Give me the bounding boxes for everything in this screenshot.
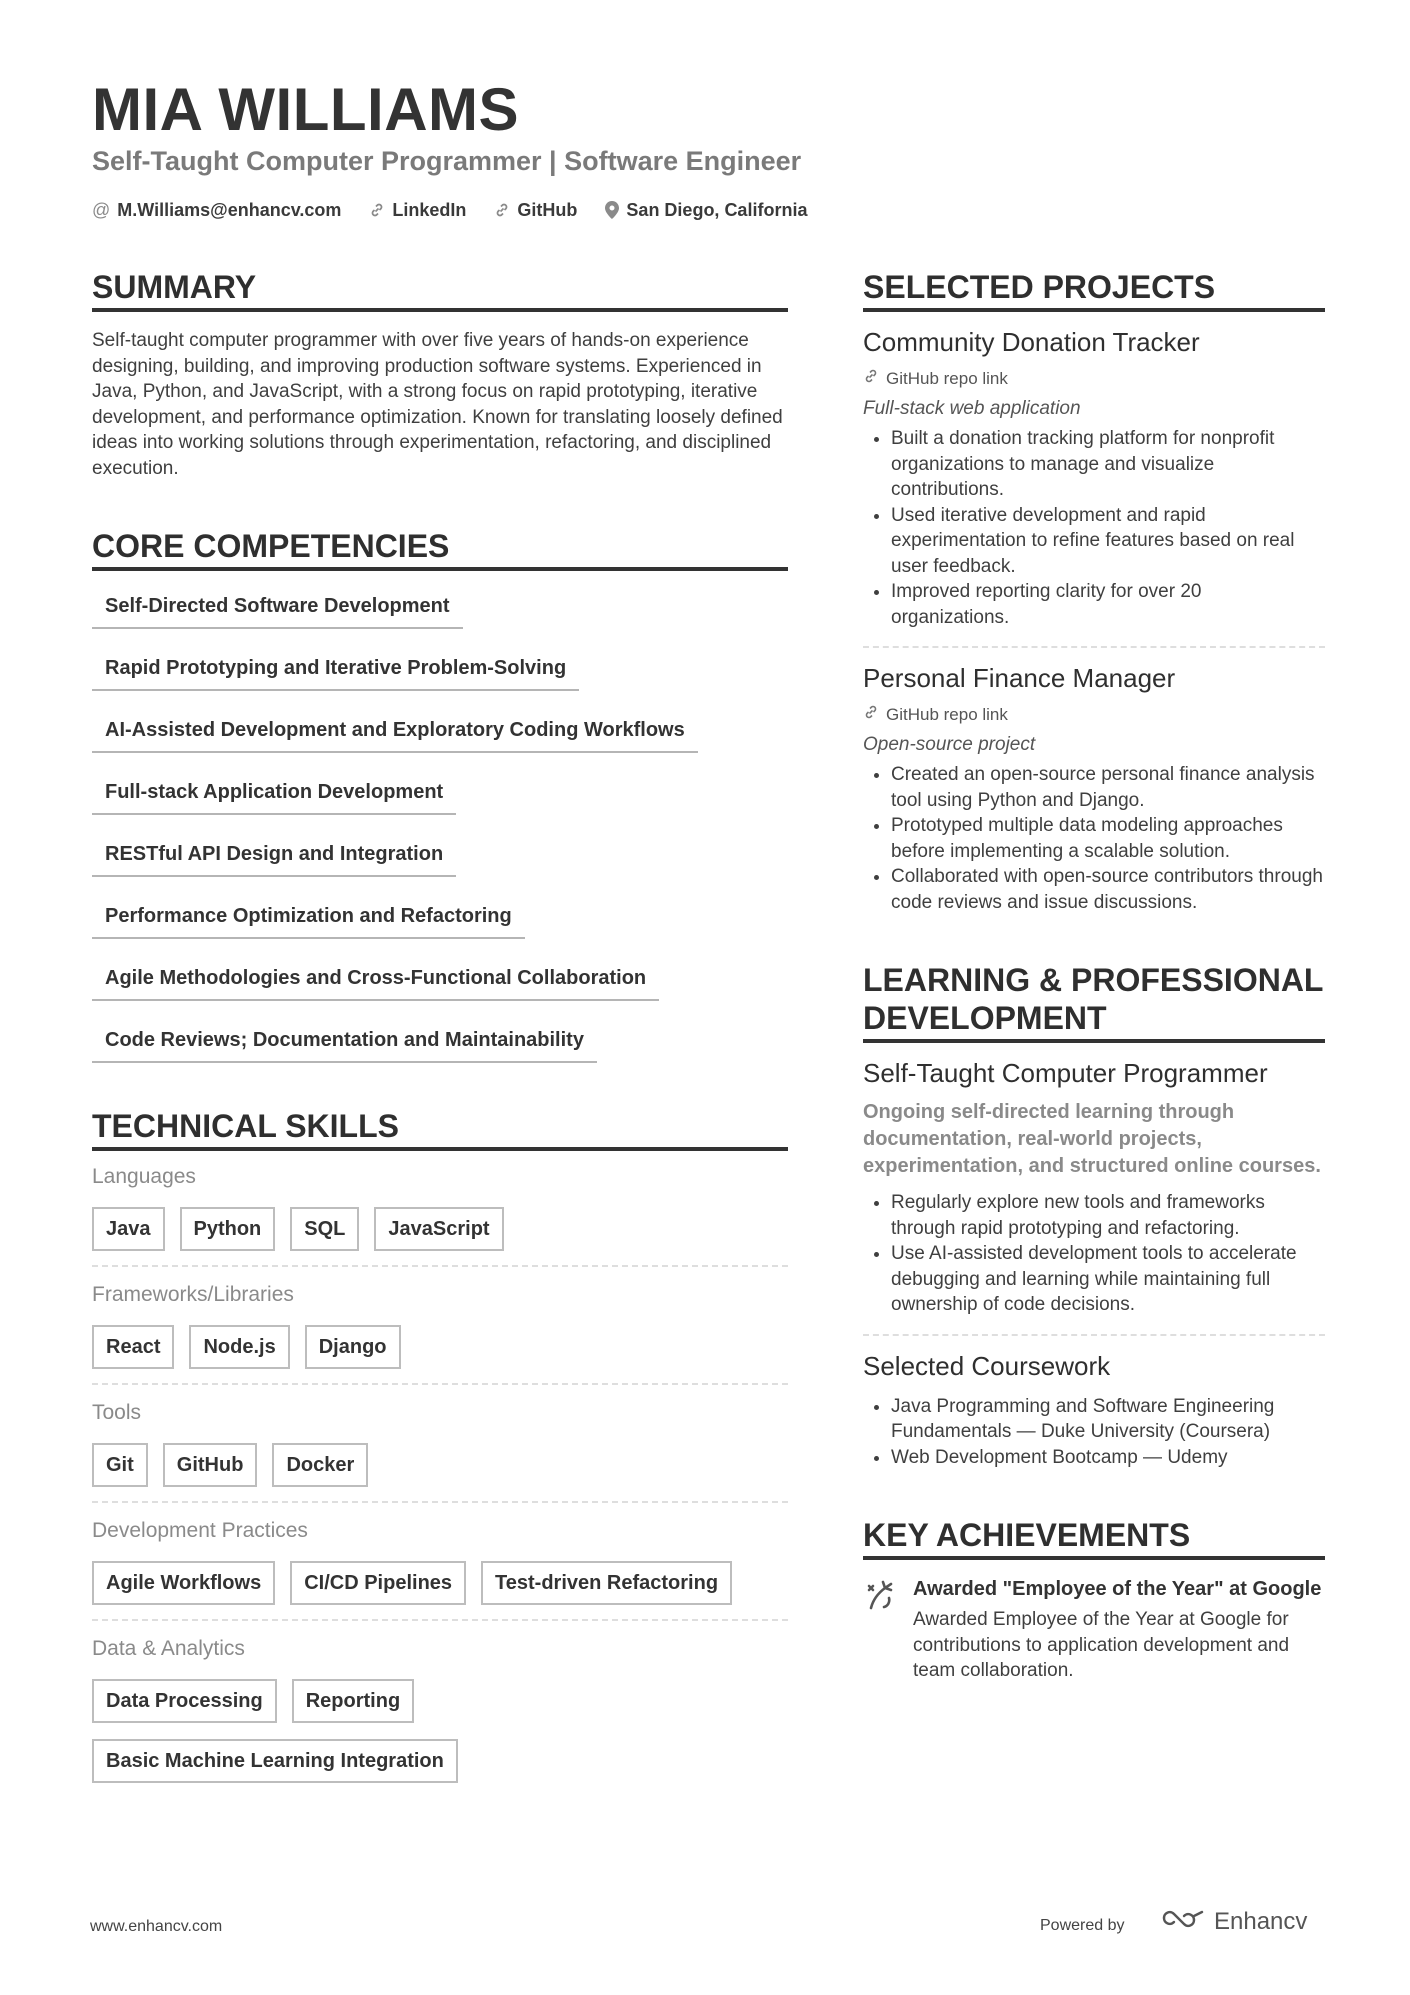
- contact-email[interactable]: [92, 198, 341, 222]
- right-column: [863, 268, 1325, 1684]
- skill-tag: SQL: [290, 1207, 359, 1251]
- enhancv-logo-icon: [1160, 1906, 1206, 1937]
- skills-section: [92, 1107, 788, 1797]
- competencies-section: [92, 527, 788, 1063]
- footer-url[interactable]: www.enhancv.com: [90, 1918, 223, 1935]
- skill-group-frameworks: [92, 1281, 788, 1385]
- project-item: [863, 326, 1325, 630]
- contact-email-text: M.Williams@enhancv.com: [117, 200, 342, 220]
- project-type: Open-source project: [863, 734, 1036, 755]
- link-icon: [494, 202, 510, 218]
- bullet-item: • Improved reporting clarity for over 20 organizations.: [891, 579, 1325, 630]
- achievement-description: Awarded Employee of the Year at Google for contributions to application development and team collaboration.: [913, 1609, 1290, 1681]
- at-icon: @: [92, 200, 111, 220]
- learning-item: [863, 1350, 1325, 1471]
- bullet-item: • Regularly explore new tools and frameworks through rapid prototyping and refactoring.: [891, 1190, 1325, 1241]
- skill-groups: [92, 1163, 788, 1797]
- skill-tag: Test-driven Refactoring: [481, 1561, 732, 1605]
- skill-group-label: Tools: [92, 1401, 142, 1424]
- skill-tag: Java: [92, 1207, 165, 1251]
- skill-tag: CI/CD Pipelines: [290, 1561, 466, 1605]
- candidate-headline: Self-Taught Computer Programmer | Software Engineer: [92, 146, 802, 176]
- contact-linkedin[interactable]: [369, 198, 466, 222]
- brand-logo[interactable]: [1160, 1906, 1307, 1937]
- skill-tags: [92, 1207, 788, 1251]
- competency-item: Rapid Prototyping and Iterative Problem-Solving: [92, 655, 579, 691]
- achievements-section: [863, 1516, 1325, 1684]
- project-link[interactable]: [863, 368, 1325, 390]
- competency-item: Performance Optimization and Refactoring: [92, 903, 525, 939]
- project-bullets: [863, 762, 1325, 915]
- competency-item: Self-Directed Software Development: [92, 593, 463, 629]
- divider: [863, 646, 1325, 648]
- projects-section: [863, 268, 1325, 915]
- contact-location: [605, 198, 807, 222]
- link-icon: [369, 202, 385, 218]
- project-link[interactable]: [863, 704, 1325, 726]
- powered-by-label: Powered by: [1040, 1917, 1125, 1934]
- skill-group-tools: [92, 1399, 788, 1503]
- skill-group-label: Development Practices: [92, 1519, 308, 1542]
- achievement-item: [863, 1576, 1325, 1684]
- bullet-item: • Use AI-assisted development tools to accelerate debugging and learning while maintaining full ownership of code decisions.: [891, 1241, 1325, 1318]
- skill-tag: Docker: [272, 1443, 368, 1487]
- section-title-achievements: KEY ACHIEVEMENTS: [863, 1516, 1325, 1560]
- section-title-projects: SELECTED PROJECTS: [863, 268, 1325, 312]
- bullet-item: • Java Programming and Software Engineering Fundamentals — Duke University (Coursera): [891, 1394, 1325, 1445]
- skill-tags: [92, 1443, 788, 1487]
- section-title-skills: TECHNICAL SKILLS: [92, 1107, 788, 1151]
- project-bullets: [863, 426, 1325, 630]
- award-ribbon-icon: [863, 1576, 899, 1684]
- skill-tags: [92, 1561, 788, 1605]
- skill-tag: Git: [92, 1443, 148, 1487]
- skill-tags: [92, 1679, 788, 1783]
- skill-tag: Agile Workflows: [92, 1561, 275, 1605]
- skill-tag: Django: [305, 1325, 401, 1369]
- project-item: [863, 662, 1325, 915]
- learning-title: Selected Coursework: [863, 1350, 1111, 1381]
- competency-item: Agile Methodologies and Cross-Functional Collaboration: [92, 965, 659, 1001]
- skill-group-practices: [92, 1517, 788, 1621]
- contact-location-text: San Diego, California: [626, 200, 808, 220]
- bullet-item: • Used iterative development and rapid experimentation to refine features based on real user feedback.: [891, 503, 1325, 580]
- competency-list: [92, 593, 788, 1063]
- contact-github-text: GitHub: [517, 200, 578, 220]
- link-icon: [863, 704, 879, 726]
- skill-group-label: Languages: [92, 1165, 196, 1188]
- candidate-name: MIA WILLIAMS: [92, 76, 520, 143]
- skill-group-label: Data & Analytics: [92, 1637, 245, 1660]
- skill-group-label: Frameworks/Libraries: [92, 1283, 294, 1306]
- contact-bar: [92, 198, 807, 222]
- brand-name: Enhancv: [1214, 1907, 1308, 1935]
- left-column: [92, 268, 788, 1811]
- learning-subtitle: Ongoing self-directed learning through documentation, real-world projects, experimentation, and structured online courses.: [863, 1101, 1321, 1177]
- learning-bullets: [863, 1394, 1325, 1471]
- section-title-summary: SUMMARY: [92, 268, 788, 312]
- achievement-title: Awarded "Employee of the Year" at Google: [913, 1578, 1322, 1600]
- project-title: Community Donation Tracker: [863, 327, 1200, 357]
- competency-item: AI-Assisted Development and Exploratory Coding Workflows: [92, 717, 698, 753]
- competency-item: Full-stack Application Development: [92, 779, 456, 815]
- bullet-item: • Collaborated with open-source contributors through code reviews and issue discussions.: [891, 864, 1325, 915]
- learning-section: [863, 961, 1325, 1470]
- location-pin-icon: [605, 201, 619, 219]
- skill-tags: [92, 1325, 788, 1369]
- skill-tag: JavaScript: [374, 1207, 503, 1251]
- skill-tag: React: [92, 1325, 174, 1369]
- contact-linkedin-text: LinkedIn: [392, 200, 467, 220]
- skill-tag: Basic Machine Learning Integration: [92, 1739, 458, 1783]
- summary-text: Self-taught computer programmer with over five years of hands-on experience designing, building, and improving production software systems. Experienced in Java, Python, and JavaScript, with a strong focus on rapid prototyping, iterative development, and performance optimization. Known for translating loosely defined ideas into working solutions through experimentation, refactoring, and disciplined execution.: [92, 330, 783, 479]
- bullet-item: • Built a donation tracking platform for nonprofit organizations to manage and visualize contributions.: [891, 426, 1325, 503]
- skill-group-data-analytics: [92, 1635, 788, 1797]
- section-title-learning: LEARNING & PROFESSIONAL DEVELOPMENT: [863, 961, 1325, 1043]
- competency-item: RESTful API Design and Integration: [92, 841, 456, 877]
- project-title: Personal Finance Manager: [863, 663, 1176, 693]
- skill-tag: Node.js: [189, 1325, 289, 1369]
- project-type: Full-stack web application: [863, 398, 1081, 419]
- contact-github[interactable]: [494, 198, 577, 222]
- bullet-item: • Prototyped multiple data modeling approaches before implementing a scalable solution.: [891, 813, 1325, 864]
- skill-tag: Python: [180, 1207, 276, 1251]
- skill-tag: Data Processing: [92, 1679, 277, 1723]
- skill-tag: GitHub: [163, 1443, 258, 1487]
- project-link-text: GitHub repo link: [886, 369, 1008, 388]
- divider: [863, 1334, 1325, 1336]
- learning-title: Self-Taught Computer Programmer: [863, 1058, 1268, 1088]
- learning-item: [863, 1057, 1325, 1318]
- skill-tag: Reporting: [292, 1679, 414, 1723]
- competency-item: Code Reviews; Documentation and Maintainability: [92, 1027, 597, 1063]
- link-icon: [863, 368, 879, 390]
- project-link-text: GitHub repo link: [886, 705, 1008, 724]
- bullet-item: • Created an open-source personal finance analysis tool using Python and Django.: [891, 762, 1325, 813]
- section-title-competencies: CORE COMPETENCIES: [92, 527, 788, 571]
- bullet-item: • Web Development Bootcamp — Udemy: [891, 1445, 1325, 1471]
- achievement-content: [913, 1576, 1325, 1684]
- learning-bullets: [863, 1190, 1325, 1318]
- summary-section: [92, 268, 788, 481]
- skill-group-languages: [92, 1163, 788, 1267]
